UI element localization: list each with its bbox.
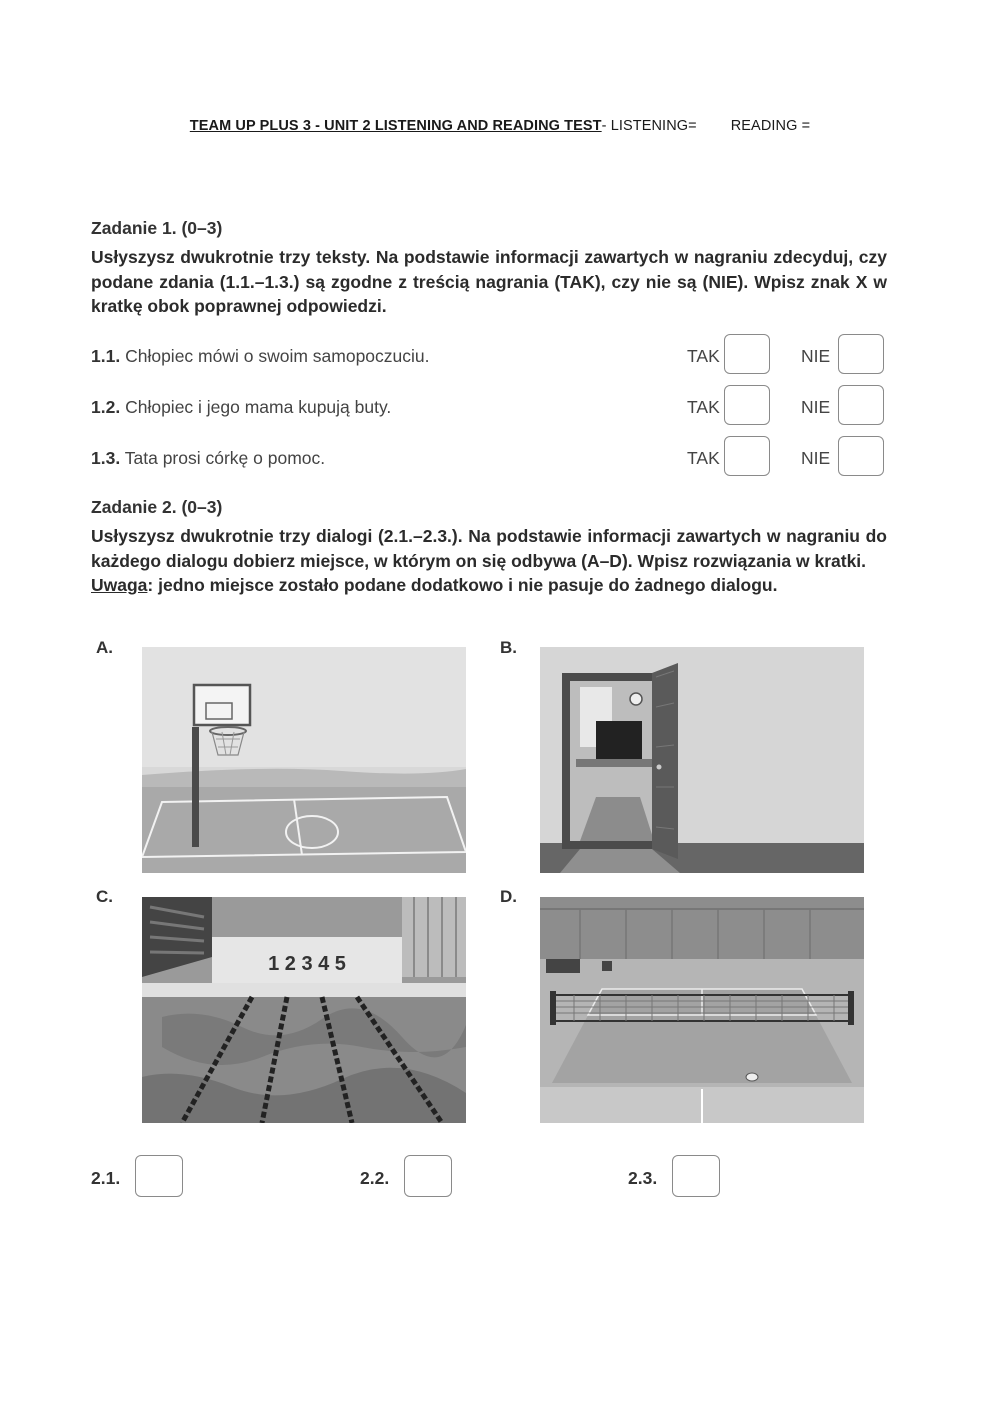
basketball-court-image [142, 647, 466, 873]
no-label: NIE [801, 346, 831, 366]
answer-label: 2.1. [91, 1168, 121, 1188]
no-checkbox-1-1[interactable] [838, 334, 884, 374]
item-text: Tata prosi córkę o pomoc. [124, 448, 326, 468]
listening-score-label: - LISTENING= [601, 118, 697, 134]
tennis-court-image [540, 897, 864, 1123]
answer-label: 2.2. [360, 1168, 390, 1188]
answer-box-2-3[interactable] [672, 1155, 720, 1197]
pool-lane-numbers: 1 2 3 4 5 [268, 953, 346, 975]
picture-label-a: A. [96, 638, 113, 657]
item-text: Chłopiec mówi o swoim samopoczuciu. [125, 346, 430, 366]
item-text: Chłopiec i jego mama kupują buty. [125, 397, 392, 417]
note-label: Uwaga [91, 575, 148, 595]
no-checkbox-1-2[interactable] [838, 385, 884, 425]
task1-title: Zadanie 1. (0–3) [91, 218, 223, 238]
test-title: TEAM UP PLUS 3 - UNIT 2 LISTENING AND READING TEST [189, 118, 602, 134]
no-checkbox-1-3[interactable] [838, 436, 884, 476]
task1-item-1: 1.1. Chłopiec mówi o swoim samopoczuciu. TAK NIE [91, 334, 887, 380]
note-text: : jedno miejsce zostało podane dodatkowo i nie pasuje do żadnego dialogu. [147, 575, 778, 595]
yes-checkbox-1-1[interactable] [724, 334, 770, 374]
task2-instruction: Usłyszysz dwukrotnie trzy dialogi (2.1.–2.3.). Na podstawie informacji zawartych w nagraniu do każdego dialogu dobierz miejsce, w którym on się odbywa (A–D). Wpisz rozwiązania w kratki. Uwaga: jedno miejsce zostało podane dodatkowo i nie pasuje do żadnego dialogu. [91, 526, 887, 595]
task1-item-2: 1.2. Chłopiec i jego mama kupują buty. TAK NIE [91, 385, 887, 431]
test-header [0, 118, 1000, 134]
answer-box-2-2[interactable] [404, 1155, 452, 1197]
task1-instruction: Usłyszysz dwukrotnie trzy teksty. Na podstawie informacji zawartych w nagraniu zdecyduj, czy podane zdania (1.1.–1.3.) są zgodne z treścią nagrania (TAK), czy nie są (NIE). Wpisz znak X w kratkę obok poprawnej odpowiedzi. [91, 247, 887, 316]
answer-label: 2.3. [628, 1168, 658, 1188]
yes-checkbox-1-2[interactable] [724, 385, 770, 425]
no-label: NIE [801, 448, 831, 468]
picture-label-b: B. [500, 638, 517, 657]
no-label: NIE [801, 397, 831, 417]
yes-label: TAK [687, 346, 720, 366]
swimming-pool-image [142, 897, 466, 1123]
reading-score-label: READING = [730, 118, 811, 134]
yes-checkbox-1-3[interactable] [724, 436, 770, 476]
yes-label: TAK [687, 397, 720, 417]
task2-title: Zadanie 2. (0–3) [91, 497, 223, 517]
classroom-door-image [540, 647, 864, 873]
picture-label-c: C. [96, 887, 113, 906]
yes-label: TAK [687, 448, 720, 468]
answer-box-2-1[interactable] [135, 1155, 183, 1197]
task1-item-3: 1.3. Tata prosi córkę o pomoc. TAK NIE [91, 436, 887, 482]
picture-label-d: D. [500, 887, 517, 906]
